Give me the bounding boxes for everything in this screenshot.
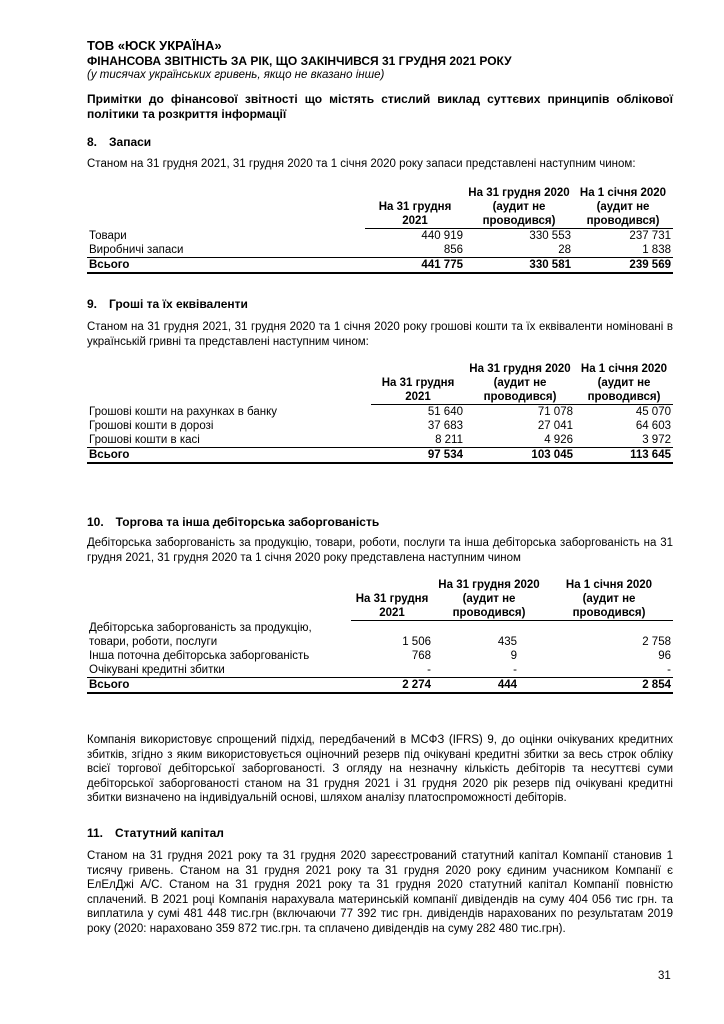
section-10-intro: Дебіторська заборгованість за продукцію, товари, роботи, послуги та інша дебіторська заборгованість на 31 грудня 2021, 31 грудня 2020 та 1 січня 2020 року представлена наступним чином: [87, 537, 673, 564]
section-10-title: 10. Торгова та інша дебіторська заборгованість: [87, 515, 380, 529]
row-label: Грошові кошти на рахунках в банку: [89, 406, 278, 418]
report-title: ФІНАНСОВА ЗВІТНІСТЬ ЗА РІК, ЩО ЗАКІНЧИВСЯ 31 ГРУДНЯ 2021 РОКУ: [87, 54, 512, 68]
inventory-table: [87, 186, 673, 274]
table-row: [87, 229, 673, 244]
cash-table: [87, 362, 673, 464]
cell-value: 768: [411, 649, 431, 662]
section-9-title: 9. Гроші та їх еквіваленти: [87, 297, 248, 311]
cell-value: 856: [443, 244, 463, 256]
row-label: Дебіторська заборгованість за продукцію, товари, роботи, послуги: [89, 621, 312, 648]
row-label: Грошові кошти в касі: [89, 434, 200, 446]
receivables-table: [87, 578, 673, 694]
row-label: Очікувані кредитні збитки: [89, 663, 225, 676]
cell-value: 9: [510, 649, 517, 662]
table-row: [87, 663, 673, 678]
row-label: Товари: [89, 230, 127, 242]
cell-value: 330 581: [465, 258, 573, 274]
cell-value: -: [513, 663, 517, 676]
section-10-note: Компанія використовує спрощений підхід, передбачений в МСФЗ (IFRS) 9, до оцінки очікуваних кредитних збитків, згідно з яким використовується оціночний резерв під очікувані кредитні збитки за весь строк обліку всієї торгової дебіторської заборгованості. З огляду на незначну кількість дебіторів та несуттєві суми дебіторської заборгованості станом на 31 грудня 2021 і 31 грудня 2020 рік резерв під очікувані кредитні збитки визначено на індивідуальній основі, шляхом аналізу платоспроможності дебіторів.: [87, 734, 673, 804]
col-header: На 31 грудня 2021: [365, 186, 465, 229]
row-label: Всього: [87, 258, 365, 274]
row-label: Інша поточна дебіторська заборгованість: [89, 649, 310, 662]
col-header: На 1 січня 2020 (аудит не проводився): [575, 362, 673, 405]
page-number: 31: [658, 970, 671, 982]
total-row: [87, 258, 673, 274]
company-name: ТОВ «ЮСК УКРАЇНА»: [87, 38, 222, 53]
cell-value: 103 045: [465, 448, 575, 464]
cell-value: -: [427, 663, 431, 676]
cell-value: 4 926: [544, 434, 573, 446]
notes-title: Примітки до фінансової звітності що містять стислий виклад суттєвих принципів облікової політики та розкриття інформації: [87, 92, 673, 121]
cell-value: 8 211: [435, 434, 463, 446]
cell-value: 3 972: [642, 434, 671, 446]
col-header: На 31 грудня 2020 (аудит не проводився): [433, 578, 545, 621]
col-header: На 1 січня 2020 (аудит не проводився): [545, 578, 673, 621]
table-row: [87, 649, 673, 663]
total-row: [87, 448, 673, 464]
row-label: Виробничі запаси: [89, 244, 184, 256]
table-row: [87, 419, 673, 433]
cell-value: 97 534: [371, 448, 465, 464]
cell-value: 2 854: [545, 677, 673, 693]
cell-value: 2 274: [351, 677, 433, 693]
cell-value: 2 758: [642, 635, 671, 648]
cell-value: 441 775: [365, 258, 465, 274]
table-row: [87, 621, 673, 649]
cell-value: 64 603: [635, 420, 671, 432]
section-11-text: Станом на 31 грудня 2021 року та 31 грудня 2020 зареєстрований статутний капітал Компанії становив 1 тисячу гривень. Станом на 31 грудня 2021 року та 31 грудня 2020 року єдиним учасником Компанії є ЕлЕлДжі А/С. Станом на 31 грудня 2021 року та 31 грудня 2020 статутний капітал Компанії повністю сплачений. В 2021 році Компанія нарахувала материнській компанії дивідендів на суму 404 056 тис грн. та виплатила у сумі 481 448 тис.грн (включаючи 77 392 тис грн. дивідендів нарахованих по результатам 2019 року (2020: нараховано 359 872 тис.грн. та сплачено дивідендів на суму 282 480 тис.грн).: [87, 850, 673, 935]
col-header: На 31 грудня 2021: [351, 578, 433, 621]
cell-value: 37 683: [427, 420, 463, 432]
row-label: Грошові кошти в дорозі: [89, 420, 214, 432]
table-row: [87, 243, 673, 258]
cell-value: 96: [658, 649, 671, 662]
cell-value: 444: [433, 677, 545, 693]
cell-value: 27 041: [537, 420, 573, 432]
section-11-title: 11. Статутний капітал: [87, 826, 224, 840]
units-note: (у тисячах українських гривень, якщо не вказано інше): [87, 69, 385, 81]
col-header: На 31 грудня 2020 (аудит не проводився): [465, 362, 575, 405]
cell-value: 113 645: [575, 448, 673, 464]
cell-value: 71 078: [537, 406, 573, 418]
col-header: На 31 грудня 2021: [371, 362, 465, 405]
section-9-intro: Станом на 31 грудня 2021, 31 грудня 2020 та 1 січня 2020 року грошові кошти та їх еквіваленти номіновані в українській гривні та представлені наступним чином:: [87, 321, 673, 348]
cell-value: 239 569: [573, 258, 673, 274]
cell-value: 1 506: [402, 635, 431, 648]
row-label: Всього: [87, 677, 351, 693]
cell-value: 1 838: [642, 244, 671, 256]
cell-value: 440 919: [421, 230, 463, 242]
cell-value: 28: [558, 244, 571, 256]
col-header: На 1 січня 2020 (аудит не проводився): [573, 186, 673, 229]
cell-value: 45 070: [635, 406, 671, 418]
cell-value: 237 731: [629, 230, 671, 242]
table-row: [87, 405, 673, 420]
col-header: На 31 грудня 2020 (аудит не проводився): [465, 186, 573, 229]
section-8-title: 8. Запаси: [87, 135, 152, 149]
total-row: [87, 677, 673, 693]
section-8-intro: Станом на 31 грудня 2021, 31 грудня 2020 та 1 січня 2020 року запаси представлені наступним чином:: [87, 158, 636, 170]
cell-value: -: [667, 663, 671, 676]
cell-value: 330 553: [529, 230, 571, 242]
table-row: [87, 433, 673, 448]
cell-value: 51 640: [427, 406, 463, 418]
row-label: Всього: [87, 448, 371, 464]
cell-value: 435: [497, 635, 517, 648]
